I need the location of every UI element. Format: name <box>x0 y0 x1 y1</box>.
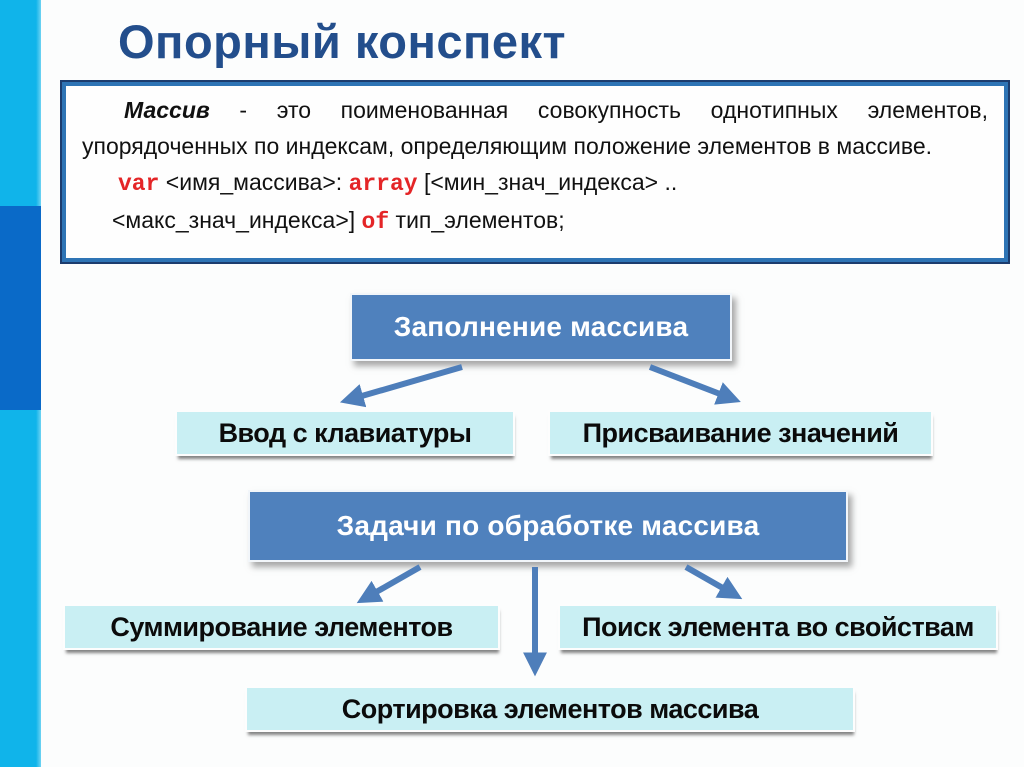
definition-box <box>62 82 1008 262</box>
diagram-node-sum-elements: Суммирование элементов <box>63 604 500 650</box>
diagram-node-fill-array: Заполнение массива <box>350 293 732 361</box>
diagram-node-keyboard-input: Ввод с клавиатуры <box>175 410 515 456</box>
code-segment: тип_элементов; <box>389 207 565 233</box>
code-line-1 <box>82 164 988 202</box>
definition-body: - это поименованная совокупность однотипных элементов, упорядоченных по индексам, определяющим положение элементов в массиве. <box>82 97 988 159</box>
diagram-node-processing-tasks: Задачи по обработке массива <box>248 490 848 562</box>
keyword-var: var <box>118 171 160 197</box>
diagram-node-search-element: Поиск элемента во свойствам <box>558 604 998 650</box>
arrow-tasks-to-search <box>686 567 735 595</box>
diagram-node-assign-values: Присваивание значений <box>548 410 933 456</box>
arrow-fill-to-assign <box>650 367 733 399</box>
code-segment: <макс_знач_индекса>] <box>112 207 362 233</box>
definition-term: Массив <box>124 97 210 123</box>
diagram-node-sort-elements: Сортировка элементов массива <box>245 686 855 732</box>
code-line-2 <box>82 202 988 240</box>
keyword-of: of <box>361 209 390 235</box>
slide-title: Опорный конспект <box>118 15 567 68</box>
definition-paragraph <box>82 92 988 164</box>
code-segment: <имя_массива>: <box>159 169 349 195</box>
left-accent-stripe-dark-segment <box>0 206 41 410</box>
left-accent-stripe <box>0 0 41 767</box>
arrow-tasks-to-sum <box>364 567 420 599</box>
arrow-fill-to-input <box>348 367 462 400</box>
code-segment: [<мин_знач_индекса> .. <box>417 169 678 195</box>
keyword-array: array <box>348 171 418 197</box>
